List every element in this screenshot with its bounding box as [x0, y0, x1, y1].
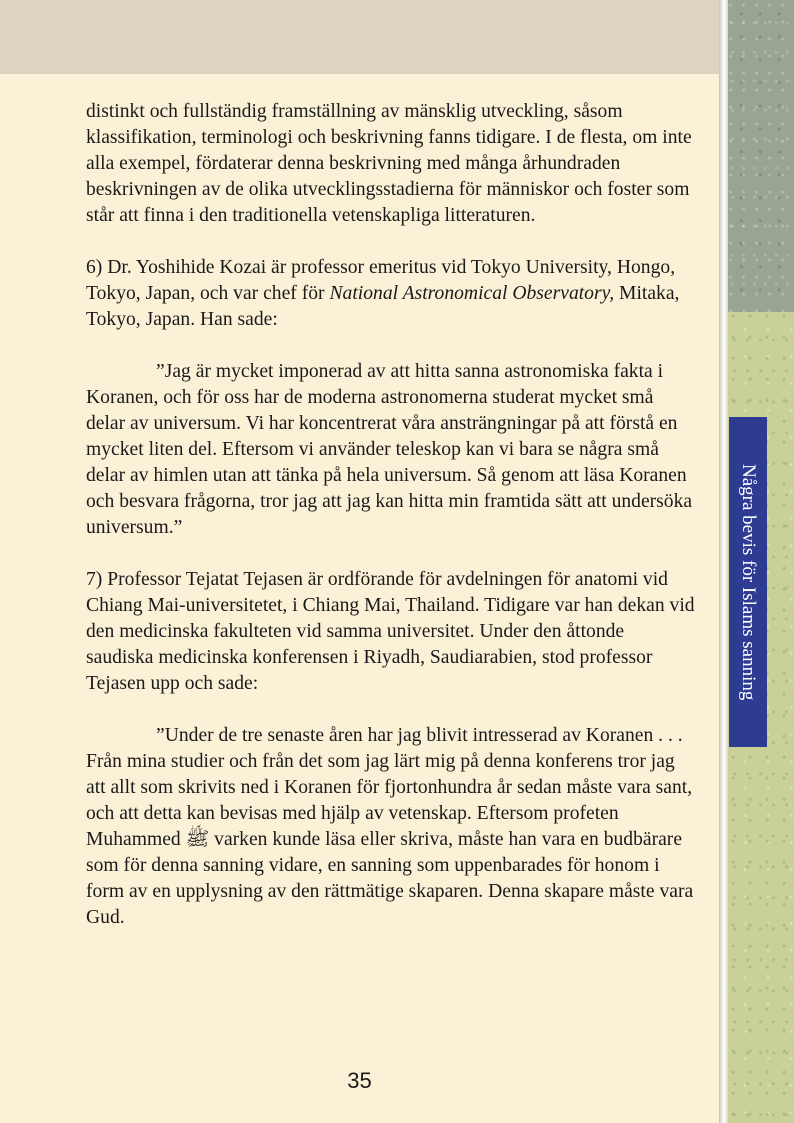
page-body	[86, 99, 696, 957]
paragraph-kozai-text-1: 6) Dr. Yoshihide Kozai är professor emeritus vid Tokyo University, Hongo, Tokyo, Japan, och var chef för	[86, 257, 676, 304]
honorific-glyph: ﷺ	[185, 829, 210, 850]
paragraph-tejasen: 7) Professor Tejatat Tejasen är ordförande för avdelningen för anatomi vid Chiang Mai-universitetet, i Chiang Mai, Thailand. Tidigare var han dekan vid den medicinska fakulteten vid samma universitet. Under den åttonde saudiska medicinska konferensen i Riyadh, Saudiarabien, stod professor Tejasen upp och sade:	[86, 569, 695, 694]
header-band	[0, 0, 719, 74]
page-number: 35	[347, 1068, 372, 1093]
page-edge-divider	[719, 0, 728, 1123]
chapter-tab-label: Några bevis för Islams sanning	[738, 463, 759, 701]
paragraph-kozai-text-2: Mitaka, Tokyo, Japan. Han sade:	[86, 283, 680, 330]
chapter-tab	[729, 417, 767, 747]
quote-kozai: ”Jag är mycket imponerad av att hitta sanna astronomiska fakta i Koranen, och för oss har de moderna astronomerna studerat mycket små delar av universum. Vi har koncentrerat våra ansträngningar på att förstå en mycket liten del. Eftersom vi använder teleskop kan vi bara se några små delar av himlen utan att tänka på hela universum. Så genom att läsa Koranen och besvara frågorna, tror jag att jag kan hitta min framtida sätt att undersöka universum.”	[86, 361, 693, 538]
paragraph-kozai-italic: National Astronomical Observatory,	[329, 283, 615, 304]
paragraph-continuation: distinkt och fullständig framställning av mänsklig utveckling, såsom klassifikation, terminologi och beskrivning fanns tidigare. I de flesta, om inte alla exempel, fördaterar denna beskrivning med många århundraden beskrivningen av de olika utvecklingsstadierna för människor och foster som står att finna i den traditionella vetenskapliga litteraturen.	[86, 101, 692, 226]
side-strip-gray	[728, 0, 794, 312]
quote-tejasen-text-2: varken kunde läsa eller skriva, måste han vara en budbärare som för denna sanning vidare, en sanning som uppenbarades för honom i form av en upplysning av den rättmätige skaparen. Denna skapare måste vara Gud.	[86, 829, 694, 928]
paragraph-kozai	[86, 255, 696, 333]
quote-tejasen-text-1: ”Under de tre senaste åren har jag blivit intresserad av Koranen . . . Från mina studier och från det som jag lärt mig på denna konferens tror jag att allt som skrivits ned i Koranen för fjortonhundra år sedan måste vara sant, och att detta kan bevisas med hjälp av vetenskap. Eftersom profeten Muhammed	[86, 725, 693, 850]
quote-tejasen	[86, 723, 696, 931]
